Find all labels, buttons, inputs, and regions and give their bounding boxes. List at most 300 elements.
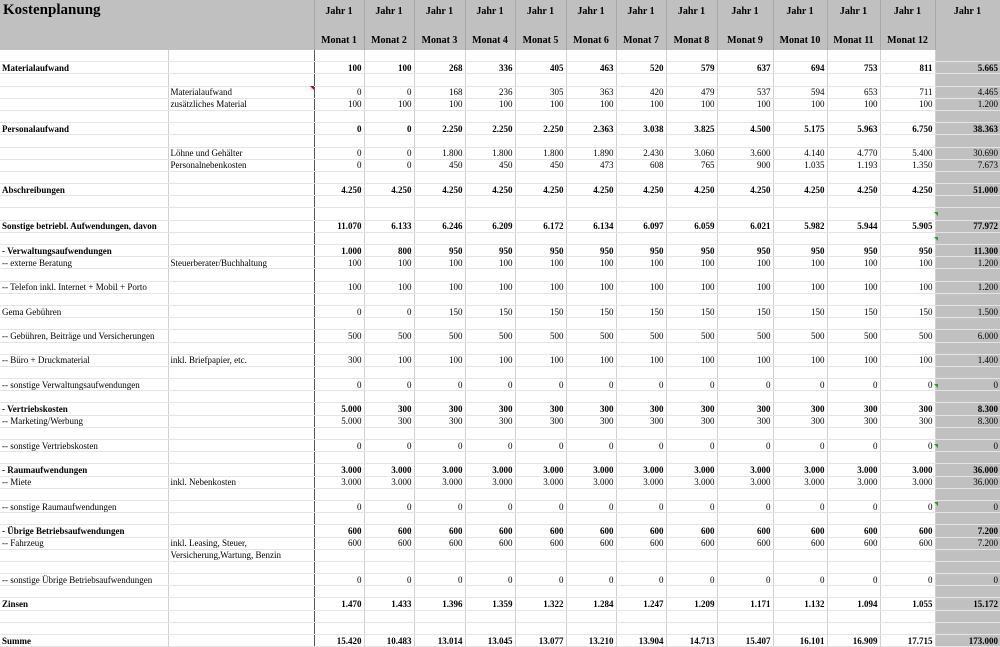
month-value-cell[interactable] <box>515 171 566 183</box>
month-value-cell[interactable]: 5.963 <box>827 123 880 135</box>
month-value-cell[interactable] <box>414 622 465 634</box>
month-value-cell[interactable]: 100 <box>465 354 515 366</box>
month-value-cell[interactable]: 0 <box>414 379 465 391</box>
month-value-cell[interactable] <box>566 232 616 244</box>
row-label-cell[interactable]: Abschreibungen <box>0 184 168 196</box>
month-value-cell[interactable] <box>314 342 364 354</box>
month-value-cell[interactable] <box>666 622 717 634</box>
month-value-cell[interactable] <box>827 318 880 330</box>
month-value-cell[interactable]: 1.350 <box>880 159 935 171</box>
month-value-cell[interactable]: 479 <box>666 86 717 98</box>
month-value-cell[interactable] <box>515 269 566 281</box>
month-value-cell[interactable] <box>880 549 935 561</box>
month-value-cell[interactable]: 3.825 <box>666 123 717 135</box>
month-value-cell[interactable] <box>880 110 935 122</box>
month-value-cell[interactable]: 1.132 <box>773 598 827 610</box>
month-value-cell[interactable]: 4.250 <box>314 184 364 196</box>
month-header-cell[interactable]: Monat 11 <box>827 32 880 50</box>
month-value-cell[interactable] <box>827 513 880 525</box>
row-label-cell[interactable]: -- sonstige Übrige Betriebsaufwendungen <box>0 574 168 586</box>
month-value-cell[interactable] <box>465 488 515 500</box>
month-value-cell[interactable]: 1.433 <box>364 598 414 610</box>
month-value-cell[interactable]: 3.000 <box>616 464 666 476</box>
month-value-cell[interactable] <box>717 196 773 208</box>
month-value-cell[interactable]: 100 <box>414 257 465 269</box>
month-value-cell[interactable] <box>666 549 717 561</box>
year-total-cell[interactable] <box>935 391 1000 403</box>
month-value-cell[interactable] <box>314 74 364 86</box>
month-value-cell[interactable]: 100 <box>364 62 414 74</box>
month-value-cell[interactable] <box>414 171 465 183</box>
row-label-cell[interactable] <box>0 427 168 439</box>
month-value-cell[interactable]: 5.905 <box>880 220 935 232</box>
row-sublabel-cell[interactable] <box>168 281 314 293</box>
month-value-cell[interactable]: 13.210 <box>566 635 616 647</box>
month-value-cell[interactable] <box>364 488 414 500</box>
month-value-cell[interactable]: 100 <box>827 98 880 110</box>
month-value-cell[interactable]: 0 <box>666 440 717 452</box>
year-total-cell[interactable] <box>935 74 1000 86</box>
month-value-cell[interactable] <box>773 232 827 244</box>
month-value-cell[interactable] <box>616 513 666 525</box>
month-value-cell[interactable]: 4.250 <box>465 184 515 196</box>
month-value-cell[interactable] <box>364 318 414 330</box>
year-total-cell[interactable]: 0 <box>935 379 1000 391</box>
month-value-cell[interactable]: 336 <box>465 62 515 74</box>
month-value-cell[interactable] <box>773 196 827 208</box>
month-value-cell[interactable]: 16.909 <box>827 635 880 647</box>
month-value-cell[interactable]: 500 <box>414 330 465 342</box>
month-value-cell[interactable] <box>515 110 566 122</box>
row-sublabel-cell[interactable] <box>168 379 314 391</box>
month-value-cell[interactable]: 600 <box>364 525 414 537</box>
month-value-cell[interactable]: 0 <box>880 574 935 586</box>
month-value-cell[interactable] <box>827 366 880 378</box>
month-value-cell[interactable] <box>314 171 364 183</box>
month-value-cell[interactable]: 5.175 <box>773 123 827 135</box>
row-sublabel-cell[interactable] <box>168 318 314 330</box>
month-value-cell[interactable]: 6.246 <box>414 220 465 232</box>
month-value-cell[interactable]: 5.000 <box>314 415 364 427</box>
month-value-cell[interactable] <box>827 50 880 62</box>
month-value-cell[interactable]: 100 <box>364 98 414 110</box>
year-total-cell[interactable] <box>935 50 1000 62</box>
month-value-cell[interactable] <box>566 427 616 439</box>
year-total-cell[interactable]: 36.000 <box>935 464 1000 476</box>
month-value-cell[interactable] <box>314 232 364 244</box>
month-value-cell[interactable] <box>616 549 666 561</box>
row-sublabel-cell[interactable]: Personalnebenkosten <box>168 159 314 171</box>
month-value-cell[interactable] <box>773 110 827 122</box>
row-label-cell[interactable]: Materialaufwand <box>0 62 168 74</box>
month-value-cell[interactable] <box>314 196 364 208</box>
row-sublabel-cell[interactable] <box>168 403 314 415</box>
year-total-cell[interactable]: 77.972 <box>935 220 1000 232</box>
month-value-cell[interactable] <box>616 74 666 86</box>
month-value-cell[interactable]: 3.000 <box>827 464 880 476</box>
row-label-cell[interactable] <box>0 232 168 244</box>
month-value-cell[interactable]: 950 <box>773 245 827 257</box>
year-total-cell[interactable]: 6.000 <box>935 330 1000 342</box>
month-value-cell[interactable]: 500 <box>566 330 616 342</box>
month-header-cell[interactable]: Monat 8 <box>666 32 717 50</box>
month-value-cell[interactable] <box>616 50 666 62</box>
month-value-cell[interactable]: 3.000 <box>880 476 935 488</box>
year-total-cell[interactable]: 1.500 <box>935 305 1000 317</box>
month-value-cell[interactable]: 0 <box>616 379 666 391</box>
row-sublabel-cell[interactable]: zusätzliches Material <box>168 98 314 110</box>
row-label-cell[interactable] <box>0 196 168 208</box>
month-value-cell[interactable]: 0 <box>414 500 465 512</box>
year-total-cell[interactable]: 1.200 <box>935 281 1000 293</box>
year-total-cell[interactable] <box>935 549 1000 561</box>
month-value-cell[interactable]: 11.070 <box>314 220 364 232</box>
month-value-cell[interactable]: 150 <box>616 305 666 317</box>
month-value-cell[interactable]: 100 <box>566 281 616 293</box>
month-header-cell[interactable]: Monat 12 <box>880 32 935 50</box>
month-value-cell[interactable]: 0 <box>773 379 827 391</box>
month-value-cell[interactable]: 4.250 <box>827 184 880 196</box>
month-value-cell[interactable] <box>414 366 465 378</box>
month-value-cell[interactable]: 2.250 <box>515 123 566 135</box>
month-value-cell[interactable]: 300 <box>880 403 935 415</box>
row-label-cell[interactable] <box>0 366 168 378</box>
month-value-cell[interactable]: 3.060 <box>666 147 717 159</box>
row-label-cell[interactable]: -- Fahrzeug <box>0 537 168 549</box>
month-value-cell[interactable] <box>717 549 773 561</box>
row-label-cell[interactable]: -- sonstige Verwaltungsaufwendungen <box>0 379 168 391</box>
month-value-cell[interactable] <box>515 549 566 561</box>
month-value-cell[interactable]: 500 <box>827 330 880 342</box>
month-value-cell[interactable]: 100 <box>717 354 773 366</box>
month-value-cell[interactable] <box>827 293 880 305</box>
month-value-cell[interactable]: 800 <box>364 245 414 257</box>
row-label-cell[interactable] <box>0 318 168 330</box>
month-value-cell[interactable] <box>414 610 465 622</box>
month-value-cell[interactable]: 300 <box>515 415 566 427</box>
month-value-cell[interactable]: 100 <box>616 281 666 293</box>
month-value-cell[interactable] <box>314 135 364 147</box>
month-value-cell[interactable] <box>515 135 566 147</box>
year-total-cell[interactable]: 8.300 <box>935 415 1000 427</box>
month-value-cell[interactable]: 17.715 <box>880 635 935 647</box>
month-value-cell[interactable]: 950 <box>515 245 566 257</box>
month-value-cell[interactable]: 4.250 <box>616 184 666 196</box>
row-label-cell[interactable]: -- externe Beratung <box>0 257 168 269</box>
row-sublabel-cell[interactable] <box>168 391 314 403</box>
month-value-cell[interactable] <box>827 342 880 354</box>
month-value-cell[interactable] <box>616 232 666 244</box>
month-value-cell[interactable] <box>465 50 515 62</box>
month-value-cell[interactable]: 600 <box>566 537 616 549</box>
row-sublabel-cell[interactable] <box>168 525 314 537</box>
month-value-cell[interactable] <box>616 196 666 208</box>
month-value-cell[interactable] <box>773 366 827 378</box>
month-value-cell[interactable] <box>566 110 616 122</box>
year-header-cell[interactable]: Jahr 1 <box>566 0 616 32</box>
month-value-cell[interactable]: 0 <box>364 574 414 586</box>
month-value-cell[interactable] <box>666 171 717 183</box>
row-label-cell[interactable] <box>0 549 168 561</box>
year-total-cell[interactable]: 0 <box>935 440 1000 452</box>
month-value-cell[interactable] <box>515 196 566 208</box>
month-value-cell[interactable]: 0 <box>364 123 414 135</box>
month-value-cell[interactable]: 100 <box>414 354 465 366</box>
month-value-cell[interactable]: 500 <box>666 330 717 342</box>
month-value-cell[interactable]: 100 <box>515 98 566 110</box>
row-label-cell[interactable]: -- Marketing/Werbung <box>0 415 168 427</box>
month-value-cell[interactable]: 100 <box>566 98 616 110</box>
month-value-cell[interactable]: 3.000 <box>717 476 773 488</box>
month-value-cell[interactable]: 100 <box>827 257 880 269</box>
month-value-cell[interactable] <box>566 513 616 525</box>
month-value-cell[interactable] <box>717 208 773 220</box>
month-value-cell[interactable]: 305 <box>515 86 566 98</box>
note-indicator-icon[interactable] <box>934 212 938 216</box>
month-value-cell[interactable] <box>773 513 827 525</box>
month-value-cell[interactable] <box>717 232 773 244</box>
month-value-cell[interactable] <box>515 50 566 62</box>
row-label-cell[interactable]: Gema Gebühren <box>0 305 168 317</box>
row-sublabel-cell[interactable] <box>168 171 314 183</box>
month-value-cell[interactable] <box>515 293 566 305</box>
month-value-cell[interactable] <box>364 196 414 208</box>
month-value-cell[interactable] <box>364 513 414 525</box>
month-value-cell[interactable]: 450 <box>414 159 465 171</box>
month-value-cell[interactable] <box>880 513 935 525</box>
month-value-cell[interactable] <box>827 488 880 500</box>
month-value-cell[interactable] <box>827 427 880 439</box>
month-value-cell[interactable] <box>773 622 827 634</box>
month-value-cell[interactable] <box>717 74 773 86</box>
month-value-cell[interactable] <box>717 135 773 147</box>
month-value-cell[interactable]: 4.770 <box>827 147 880 159</box>
row-label-cell[interactable]: -- sonstige Vertriebskosten <box>0 440 168 452</box>
month-value-cell[interactable] <box>773 488 827 500</box>
month-value-cell[interactable] <box>717 586 773 598</box>
month-value-cell[interactable]: 15.407 <box>717 635 773 647</box>
month-header-cell[interactable]: Monat 4 <box>465 32 515 50</box>
month-value-cell[interactable] <box>773 318 827 330</box>
month-value-cell[interactable] <box>566 269 616 281</box>
month-value-cell[interactable]: 150 <box>515 305 566 317</box>
month-value-cell[interactable]: 537 <box>717 86 773 98</box>
month-value-cell[interactable] <box>465 269 515 281</box>
month-value-cell[interactable] <box>515 318 566 330</box>
month-value-cell[interactable]: 3.000 <box>566 464 616 476</box>
month-value-cell[interactable]: 5.944 <box>827 220 880 232</box>
month-value-cell[interactable]: 3.000 <box>515 464 566 476</box>
month-value-cell[interactable] <box>314 208 364 220</box>
month-header-cell[interactable]: Monat 10 <box>773 32 827 50</box>
month-value-cell[interactable]: 100 <box>827 281 880 293</box>
month-value-cell[interactable]: 3.000 <box>880 464 935 476</box>
row-sublabel-cell[interactable] <box>168 500 314 512</box>
row-sublabel-cell[interactable]: inkl. Leasing, Steuer, <box>168 537 314 549</box>
month-value-cell[interactable]: 1.396 <box>414 598 465 610</box>
month-value-cell[interactable]: 100 <box>314 62 364 74</box>
month-value-cell[interactable]: 600 <box>616 537 666 549</box>
year-header-cell[interactable]: Jahr 1 <box>465 0 515 32</box>
month-value-cell[interactable] <box>566 366 616 378</box>
month-value-cell[interactable] <box>465 561 515 573</box>
month-value-cell[interactable]: 0 <box>314 500 364 512</box>
row-label-cell[interactable] <box>0 208 168 220</box>
month-value-cell[interactable]: 150 <box>827 305 880 317</box>
month-value-cell[interactable]: 1.094 <box>827 598 880 610</box>
month-value-cell[interactable]: 150 <box>414 305 465 317</box>
month-value-cell[interactable] <box>616 586 666 598</box>
month-value-cell[interactable]: 3.000 <box>827 476 880 488</box>
month-value-cell[interactable]: 0 <box>666 500 717 512</box>
month-value-cell[interactable] <box>827 561 880 573</box>
month-value-cell[interactable] <box>414 427 465 439</box>
row-label-cell[interactable] <box>0 391 168 403</box>
month-value-cell[interactable]: 100 <box>773 98 827 110</box>
month-value-cell[interactable] <box>364 610 414 622</box>
month-value-cell[interactable]: 711 <box>880 86 935 98</box>
month-value-cell[interactable] <box>827 610 880 622</box>
month-value-cell[interactable]: 811 <box>880 62 935 74</box>
month-value-cell[interactable] <box>414 208 465 220</box>
year-total-cell[interactable] <box>935 610 1000 622</box>
month-value-cell[interactable]: 0 <box>717 574 773 586</box>
month-value-cell[interactable]: 300 <box>773 415 827 427</box>
month-value-cell[interactable] <box>414 269 465 281</box>
month-value-cell[interactable]: 0 <box>566 440 616 452</box>
year-header-cell[interactable]: Jahr 1 <box>364 0 414 32</box>
month-value-cell[interactable]: 405 <box>515 62 566 74</box>
month-value-cell[interactable]: 600 <box>773 537 827 549</box>
month-value-cell[interactable] <box>717 318 773 330</box>
month-value-cell[interactable]: 4.250 <box>666 184 717 196</box>
month-value-cell[interactable]: 0 <box>717 500 773 512</box>
month-value-cell[interactable]: 1.322 <box>515 598 566 610</box>
month-value-cell[interactable] <box>364 50 414 62</box>
month-value-cell[interactable] <box>566 74 616 86</box>
row-label-cell[interactable] <box>0 110 168 122</box>
month-value-cell[interactable]: 1.035 <box>773 159 827 171</box>
month-value-cell[interactable]: 13.045 <box>465 635 515 647</box>
month-value-cell[interactable]: 500 <box>465 330 515 342</box>
month-value-cell[interactable] <box>717 610 773 622</box>
month-value-cell[interactable] <box>465 366 515 378</box>
month-value-cell[interactable]: 100 <box>314 281 364 293</box>
month-value-cell[interactable] <box>717 488 773 500</box>
month-value-cell[interactable]: 600 <box>414 525 465 537</box>
row-label-cell[interactable]: - Raumaufwendungen <box>0 464 168 476</box>
month-value-cell[interactable]: 0 <box>364 159 414 171</box>
row-label-cell[interactable]: Personalaufwand <box>0 123 168 135</box>
month-value-cell[interactable]: 600 <box>515 525 566 537</box>
row-sublabel-cell[interactable] <box>168 245 314 257</box>
month-value-cell[interactable]: 236 <box>465 86 515 98</box>
month-value-cell[interactable] <box>773 391 827 403</box>
month-value-cell[interactable] <box>414 318 465 330</box>
month-value-cell[interactable]: 600 <box>616 525 666 537</box>
month-value-cell[interactable]: 3.000 <box>566 476 616 488</box>
month-value-cell[interactable] <box>566 208 616 220</box>
month-value-cell[interactable]: 594 <box>773 86 827 98</box>
month-value-cell[interactable]: 1.359 <box>465 598 515 610</box>
month-value-cell[interactable] <box>880 74 935 86</box>
month-value-cell[interactable]: 0 <box>827 500 880 512</box>
month-value-cell[interactable] <box>414 452 465 464</box>
year-header-cell[interactable]: Jahr 1 <box>414 0 465 32</box>
month-value-cell[interactable]: 100 <box>314 257 364 269</box>
row-sublabel-cell[interactable] <box>168 232 314 244</box>
month-value-cell[interactable]: 600 <box>880 525 935 537</box>
month-value-cell[interactable]: 653 <box>827 86 880 98</box>
month-value-cell[interactable] <box>515 586 566 598</box>
month-value-cell[interactable]: 0 <box>717 440 773 452</box>
row-label-cell[interactable]: -- Gebühren, Beiträge und Versicherungen <box>0 330 168 342</box>
month-value-cell[interactable] <box>827 110 880 122</box>
year-total-cell[interactable] <box>935 586 1000 598</box>
row-sublabel-cell[interactable] <box>168 452 314 464</box>
month-value-cell[interactable]: 0 <box>773 440 827 452</box>
month-value-cell[interactable] <box>773 342 827 354</box>
month-value-cell[interactable]: 600 <box>827 525 880 537</box>
month-value-cell[interactable] <box>773 561 827 573</box>
month-value-cell[interactable]: 100 <box>515 281 566 293</box>
month-value-cell[interactable]: 0 <box>616 440 666 452</box>
month-value-cell[interactable] <box>666 135 717 147</box>
month-value-cell[interactable] <box>364 391 414 403</box>
month-value-cell[interactable]: 0 <box>414 440 465 452</box>
month-value-cell[interactable]: 100 <box>773 354 827 366</box>
month-value-cell[interactable]: 4.250 <box>414 184 465 196</box>
month-value-cell[interactable]: 608 <box>616 159 666 171</box>
month-value-cell[interactable] <box>773 171 827 183</box>
month-value-cell[interactable] <box>717 50 773 62</box>
row-sublabel-cell[interactable] <box>168 513 314 525</box>
row-label-cell[interactable]: Sonstige betriebl. Aufwendungen, davon <box>0 220 168 232</box>
year-total-cell[interactable]: 8.300 <box>935 403 1000 415</box>
month-value-cell[interactable]: 100 <box>616 354 666 366</box>
month-value-cell[interactable]: 600 <box>465 537 515 549</box>
row-label-cell[interactable] <box>0 488 168 500</box>
row-label-cell[interactable] <box>0 269 168 281</box>
row-label-cell[interactable] <box>0 147 168 159</box>
month-value-cell[interactable]: 0 <box>314 574 364 586</box>
row-label-cell[interactable] <box>0 293 168 305</box>
month-value-cell[interactable]: 4.250 <box>773 184 827 196</box>
month-value-cell[interactable] <box>827 232 880 244</box>
month-value-cell[interactable] <box>414 293 465 305</box>
year-total-cell[interactable] <box>935 171 1000 183</box>
month-value-cell[interactable]: 363 <box>566 86 616 98</box>
month-value-cell[interactable]: 100 <box>880 281 935 293</box>
month-value-cell[interactable]: 753 <box>827 62 880 74</box>
month-value-cell[interactable]: 0 <box>827 574 880 586</box>
month-value-cell[interactable] <box>465 549 515 561</box>
month-value-cell[interactable]: 0 <box>314 147 364 159</box>
month-value-cell[interactable] <box>880 196 935 208</box>
row-label-cell[interactable] <box>0 98 168 110</box>
month-value-cell[interactable]: 0 <box>465 440 515 452</box>
year-total-header-cell[interactable]: Jahr 1 <box>935 0 1000 32</box>
row-sublabel-cell[interactable] <box>168 610 314 622</box>
month-value-cell[interactable]: 300 <box>616 403 666 415</box>
month-value-cell[interactable]: 100 <box>880 98 935 110</box>
month-value-cell[interactable]: 2.250 <box>414 123 465 135</box>
month-value-cell[interactable]: 950 <box>465 245 515 257</box>
month-value-cell[interactable] <box>465 232 515 244</box>
month-value-cell[interactable]: 1.193 <box>827 159 880 171</box>
month-value-cell[interactable]: 100 <box>880 257 935 269</box>
month-value-cell[interactable] <box>880 208 935 220</box>
